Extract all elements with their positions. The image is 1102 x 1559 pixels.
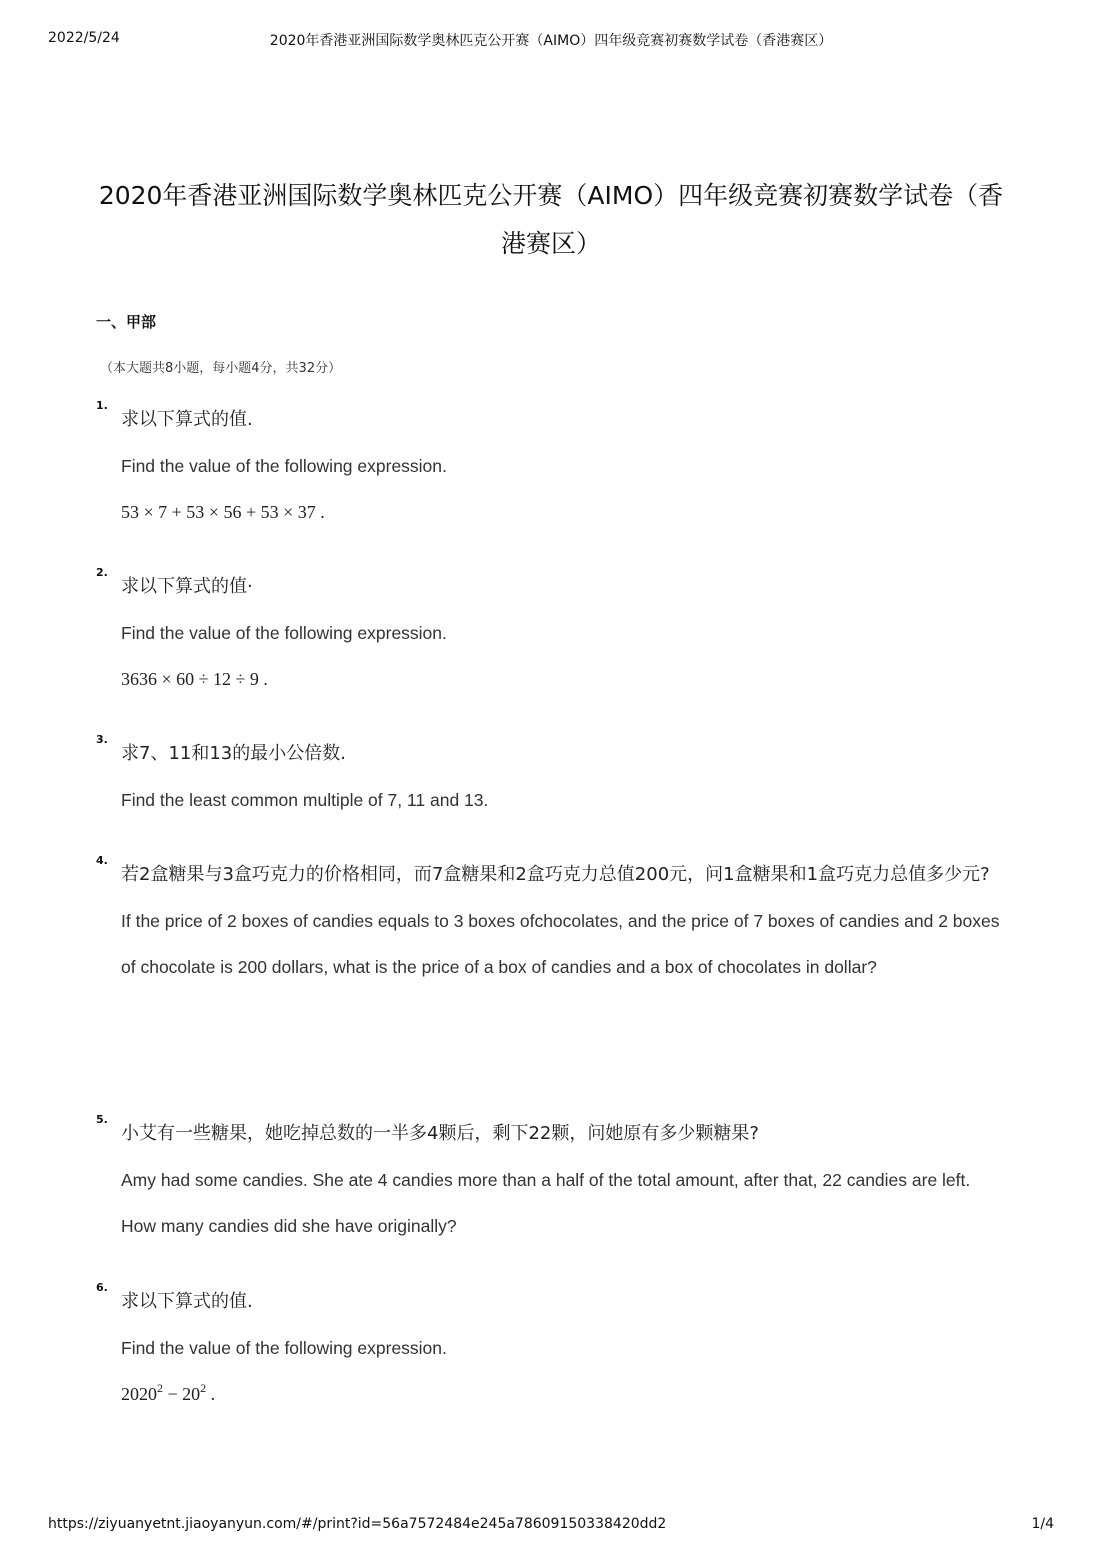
question-expression bbox=[121, 1371, 1006, 1417]
question-text-en: Find the value of the following expression. bbox=[121, 623, 447, 643]
question-number: 4. bbox=[96, 854, 108, 867]
question-1 bbox=[96, 397, 1006, 535]
section-note: （本大题共8小题，每小题4分，共32分） bbox=[100, 361, 342, 376]
question-number: 5. bbox=[96, 1113, 108, 1126]
question-5 bbox=[96, 1111, 1006, 1249]
question-text-cn: 求以下算式的值. bbox=[121, 409, 253, 430]
question-text-en: Find the least common multiple of 7, 11 and 13. bbox=[121, 790, 489, 810]
question-text-en: If the price of 2 boxes of candies equals to 3 boxes ofchocolates, and the price of 7 boxes of candies and 2 boxes of chocolate is 200 dollars, what is the price of a box of candies and a box of chocolates in dollar? bbox=[121, 911, 1000, 977]
question-expression: 53 × 7 + 53 × 56 + 53 × 37 . bbox=[121, 502, 325, 522]
header-date: 2022/5/24 bbox=[48, 30, 120, 46]
footer-url: https://ziyuanyetnt.jiaoyanyun.com/#/print?id=56a7572484e245a78609150338420dd2 bbox=[48, 1516, 667, 1532]
document-title: 2020年香港亚洲国际数学奥林匹克公开赛（AIMO）四年级竞赛初赛数学试卷（香港赛区） bbox=[98, 181, 1004, 258]
question-2 bbox=[96, 564, 1006, 702]
math-end: . bbox=[206, 1384, 216, 1404]
question-text-cn: 求7、11和13的最小公倍数. bbox=[121, 743, 346, 764]
question-text-cn: 若2盒糖果与3盒巧克力的价格相同，而7盒糖果和2盒巧克力总值200元，问1盒糖果和1盒巧克力总值多少元? bbox=[121, 864, 990, 885]
math-exponent: 2 bbox=[157, 1381, 163, 1395]
question-text-en: Find the value of the following expression. bbox=[121, 1338, 447, 1358]
question-number: 6. bbox=[96, 1281, 108, 1294]
math-exponent: 2 bbox=[200, 1381, 207, 1395]
header-title: 2020年香港亚洲国际数学奥林匹克公开赛（AIMO）四年级竞赛初赛数学试卷（香港赛区） bbox=[269, 33, 833, 49]
question-number: 2. bbox=[96, 566, 108, 579]
question-text-en: Amy had some candies. She ate 4 candies more than a half of the total amount, after that, 22 candies are left. How many candies did she have originally? bbox=[121, 1170, 971, 1236]
question-3 bbox=[96, 731, 1006, 823]
section-heading: 一、甲部 bbox=[96, 313, 157, 331]
question-number: 3. bbox=[96, 733, 108, 746]
footer-page-number: 1/4 bbox=[1031, 1516, 1054, 1532]
math-operator: − bbox=[163, 1384, 183, 1404]
question-text-en: Find the value of the following expression. bbox=[121, 456, 447, 476]
question-text-cn: 小艾有一些糖果，她吃掉总数的一半多4颗后，剩下22颗，问她原有多少颗糖果? bbox=[121, 1123, 759, 1144]
question-6 bbox=[96, 1279, 1006, 1417]
math-base: 20 bbox=[182, 1384, 201, 1404]
question-4 bbox=[96, 852, 1006, 990]
math-base: 2020 bbox=[121, 1384, 157, 1404]
question-text-cn: 求以下算式的值· bbox=[121, 576, 253, 597]
question-expression: 3636 × 60 ÷ 12 ÷ 9 . bbox=[121, 669, 268, 689]
question-number: 1. bbox=[96, 399, 108, 412]
question-text-cn: 求以下算式的值. bbox=[121, 1291, 253, 1312]
